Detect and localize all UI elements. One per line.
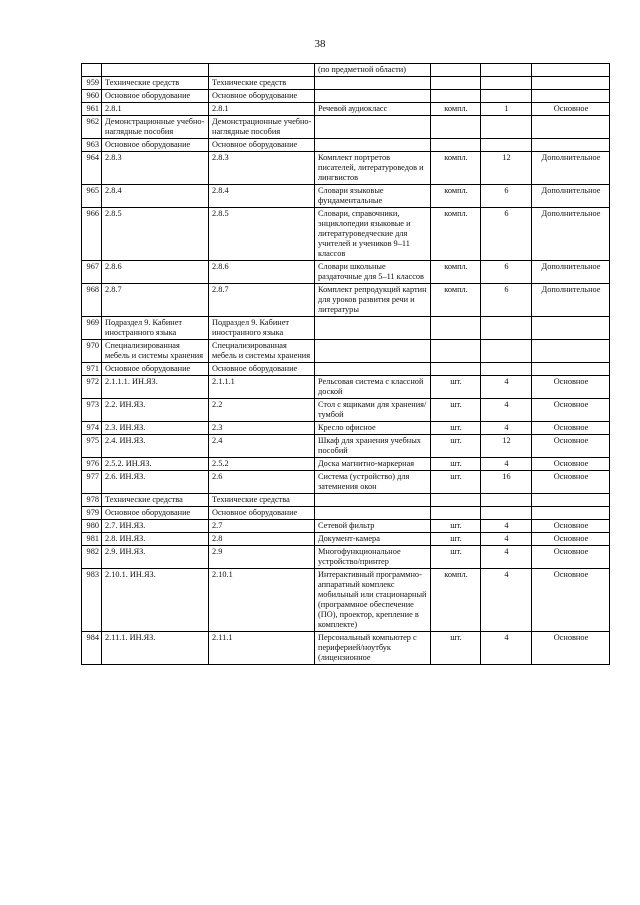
type-cell: Основное: [532, 632, 610, 665]
type-cell: [532, 340, 610, 363]
code-cell: 2.8.4: [209, 185, 315, 208]
row-number-cell: 961: [82, 103, 102, 116]
quantity-cell: [481, 77, 532, 90]
table-row: [82, 261, 610, 284]
row-number-cell: 965: [82, 185, 102, 208]
quantity-cell: [481, 507, 532, 520]
item-name-cell: Кресло офисное: [315, 422, 431, 435]
code-cell: Технические средств: [209, 77, 315, 90]
code-cell: Технические средства: [209, 494, 315, 507]
quantity-cell: 4: [481, 458, 532, 471]
item-code-cell: Специализированная мебель и системы хранения: [102, 340, 209, 363]
row-number-cell: 976: [82, 458, 102, 471]
row-number-cell: 983: [82, 569, 102, 632]
unit-cell: компл.: [431, 185, 481, 208]
quantity-cell: 4: [481, 569, 532, 632]
quantity-cell: [481, 139, 532, 152]
item-code-cell: 2.5.2. ИН.ЯЗ.: [102, 458, 209, 471]
unit-cell: шт.: [431, 520, 481, 533]
type-cell: Основное: [532, 520, 610, 533]
code-cell: 2.6: [209, 471, 315, 494]
table-cell: [431, 64, 481, 77]
type-cell: Дополнительное: [532, 185, 610, 208]
item-name-cell: Комплект репродукций картин для уроков развития речи и литературы: [315, 284, 431, 317]
table-row: [82, 520, 610, 533]
item-code-cell: 2.2. ИН.ЯЗ.: [102, 399, 209, 422]
quantity-cell: 4: [481, 546, 532, 569]
unit-cell: компл.: [431, 208, 481, 261]
item-name-cell: Словари языковые фундаментальные: [315, 185, 431, 208]
row-number-cell: 984: [82, 632, 102, 665]
row-number-cell: 968: [82, 284, 102, 317]
code-cell: Основное оборудование: [209, 507, 315, 520]
page-number: 38: [314, 38, 326, 50]
type-cell: [532, 116, 610, 139]
type-cell: Основное: [532, 435, 610, 458]
type-cell: Основное: [532, 569, 610, 632]
row-number-cell: 966: [82, 208, 102, 261]
item-code-cell: 2.8. ИН.ЯЗ.: [102, 533, 209, 546]
type-cell: Дополнительное: [532, 152, 610, 185]
type-cell: Основное: [532, 471, 610, 494]
code-cell: 2.1.1.1: [209, 376, 315, 399]
code-cell: 2.4: [209, 435, 315, 458]
code-cell: Основное оборудование: [209, 139, 315, 152]
type-cell: Основное: [532, 422, 610, 435]
code-cell: 2.5.2: [209, 458, 315, 471]
quantity-cell: [481, 90, 532, 103]
row-number-cell: 975: [82, 435, 102, 458]
item-name-cell: Интерактивный программно-аппаратный комплекс мобильный или стационарный (программное обеспечение (ПО), проектор, крепление в комплекте): [315, 569, 431, 632]
item-name-cell: [315, 363, 431, 376]
row-number-cell: 969: [82, 317, 102, 340]
item-code-cell: 2.3. ИН.ЯЗ.: [102, 422, 209, 435]
quantity-cell: 1: [481, 103, 532, 116]
item-code-cell: 2.8.4: [102, 185, 209, 208]
quantity-cell: 6: [481, 261, 532, 284]
table-row: [82, 284, 610, 317]
code-cell: 2.8.7: [209, 284, 315, 317]
code-cell: 2.8.3: [209, 152, 315, 185]
table-row: [82, 507, 610, 520]
unit-cell: шт.: [431, 458, 481, 471]
unit-cell: [431, 340, 481, 363]
table-cell: [209, 64, 315, 77]
quantity-cell: 4: [481, 632, 532, 665]
table-row: [82, 363, 610, 376]
row-number-cell: 971: [82, 363, 102, 376]
item-name-cell: Персональный компьютер с периферией/ноутбук (лицензионное: [315, 632, 431, 665]
unit-cell: [431, 317, 481, 340]
item-name-cell: Речевой аудиокласс: [315, 103, 431, 116]
row-number-cell: 967: [82, 261, 102, 284]
type-cell: Основное: [532, 376, 610, 399]
type-cell: [532, 317, 610, 340]
type-cell: [532, 139, 610, 152]
quantity-cell: [481, 116, 532, 139]
table-row: [82, 90, 610, 103]
type-cell: Дополнительное: [532, 284, 610, 317]
table-row: [82, 340, 610, 363]
row-number-cell: 962: [82, 116, 102, 139]
code-cell: Специализированная мебель и системы хранения: [209, 340, 315, 363]
unit-cell: [431, 90, 481, 103]
row-number-cell: 974: [82, 422, 102, 435]
table-row: [82, 399, 610, 422]
table-row: [82, 422, 610, 435]
table-row: [82, 116, 610, 139]
item-code-cell: 2.9. ИН.ЯЗ.: [102, 546, 209, 569]
unit-cell: компл.: [431, 284, 481, 317]
unit-cell: шт.: [431, 471, 481, 494]
row-number-cell: 982: [82, 546, 102, 569]
item-name-cell: [315, 317, 431, 340]
code-cell: 2.10.1: [209, 569, 315, 632]
table-cell: (по предметной области): [315, 64, 431, 77]
code-cell: 2.3: [209, 422, 315, 435]
code-cell: 2.8.6: [209, 261, 315, 284]
code-cell: Основное оборудование: [209, 90, 315, 103]
table-row: [82, 458, 610, 471]
quantity-cell: 4: [481, 376, 532, 399]
quantity-cell: 6: [481, 208, 532, 261]
table-row: [82, 317, 610, 340]
row-number-cell: 980: [82, 520, 102, 533]
item-name-cell: [315, 77, 431, 90]
code-cell: 2.2: [209, 399, 315, 422]
item-code-cell: Технические средств: [102, 77, 209, 90]
table-row: [82, 569, 610, 632]
item-name-cell: Сетевой фильтр: [315, 520, 431, 533]
table-row: [82, 103, 610, 116]
item-code-cell: Основное оборудование: [102, 90, 209, 103]
item-name-cell: Документ-камера: [315, 533, 431, 546]
quantity-cell: [481, 494, 532, 507]
quantity-cell: 6: [481, 284, 532, 317]
unit-cell: [431, 494, 481, 507]
item-name-cell: Система (устройство) для затемнения окон: [315, 471, 431, 494]
row-number-cell: 972: [82, 376, 102, 399]
row-number-cell: 977: [82, 471, 102, 494]
quantity-cell: [481, 363, 532, 376]
unit-cell: шт.: [431, 546, 481, 569]
table-row: [82, 435, 610, 458]
type-cell: [532, 507, 610, 520]
table-row: [82, 376, 610, 399]
code-cell: Основное оборудование: [209, 363, 315, 376]
item-name-cell: Словари школьные раздаточные для 5–11 классов: [315, 261, 431, 284]
table-cell: [481, 64, 532, 77]
code-cell: 2.7: [209, 520, 315, 533]
table-row: [82, 152, 610, 185]
table-row: [82, 471, 610, 494]
quantity-cell: 4: [481, 399, 532, 422]
quantity-cell: 16: [481, 471, 532, 494]
row-number-cell: 978: [82, 494, 102, 507]
type-cell: [532, 90, 610, 103]
quantity-cell: 6: [481, 185, 532, 208]
row-number-cell: 981: [82, 533, 102, 546]
type-cell: Основное: [532, 546, 610, 569]
type-cell: Основное: [532, 533, 610, 546]
unit-cell: компл.: [431, 152, 481, 185]
table-row: [82, 494, 610, 507]
row-number-cell: 973: [82, 399, 102, 422]
table-row: [82, 77, 610, 90]
table-cell: [102, 64, 209, 77]
unit-cell: [431, 116, 481, 139]
code-cell: 2.11.1: [209, 632, 315, 665]
table-row: [82, 185, 610, 208]
item-code-cell: Технические средства: [102, 494, 209, 507]
table-header-row: [82, 64, 610, 77]
item-code-cell: 2.4. ИН.ЯЗ.: [102, 435, 209, 458]
type-cell: Основное: [532, 399, 610, 422]
item-name-cell: Многофункциональное устройство/принтер: [315, 546, 431, 569]
unit-cell: шт.: [431, 632, 481, 665]
item-code-cell: Основное оборудование: [102, 363, 209, 376]
item-name-cell: Рельсовая система с классной доской: [315, 376, 431, 399]
item-code-cell: 2.11.1. ИН.ЯЗ.: [102, 632, 209, 665]
item-name-cell: Комплект портретов писателей, литературоведов и лингвистов: [315, 152, 431, 185]
quantity-cell: 12: [481, 152, 532, 185]
code-cell: 2.8: [209, 533, 315, 546]
unit-cell: [431, 507, 481, 520]
unit-cell: шт.: [431, 399, 481, 422]
quantity-cell: 4: [481, 533, 532, 546]
type-cell: [532, 77, 610, 90]
item-code-cell: 2.1.1.1. ИН.ЯЗ.: [102, 376, 209, 399]
code-cell: Демонстрационные учебно-наглядные пособия: [209, 116, 315, 139]
table-cell: [82, 64, 102, 77]
item-code-cell: Демонстрационные учебно-наглядные пособия: [102, 116, 209, 139]
code-cell: Подраздел 9. Кабинет иностранного языка: [209, 317, 315, 340]
item-name-cell: Стол с ящиками для хранения/тумбой: [315, 399, 431, 422]
item-code-cell: 2.10.1. ИН.ЯЗ.: [102, 569, 209, 632]
code-cell: 2.8.1: [209, 103, 315, 116]
table-cell: [532, 64, 610, 77]
item-code-cell: 2.8.3: [102, 152, 209, 185]
row-number-cell: 960: [82, 90, 102, 103]
item-name-cell: [315, 507, 431, 520]
type-cell: Дополнительное: [532, 208, 610, 261]
row-number-cell: 963: [82, 139, 102, 152]
row-number-cell: 979: [82, 507, 102, 520]
quantity-cell: [481, 317, 532, 340]
unit-cell: компл.: [431, 103, 481, 116]
unit-cell: [431, 139, 481, 152]
item-name-cell: Словари, справочники, энциклопедии языковые и литературоведческие для учителей и учеников 9–11 классов: [315, 208, 431, 261]
type-cell: [532, 363, 610, 376]
unit-cell: шт.: [431, 435, 481, 458]
item-code-cell: 2.8.6: [102, 261, 209, 284]
type-cell: Дополнительное: [532, 261, 610, 284]
unit-cell: [431, 77, 481, 90]
item-code-cell: 2.7. ИН.ЯЗ.: [102, 520, 209, 533]
equipment-table: [81, 63, 610, 665]
table-row: [82, 139, 610, 152]
unit-cell: шт.: [431, 376, 481, 399]
item-code-cell: Основное оборудование: [102, 507, 209, 520]
item-code-cell: Подраздел 9. Кабинет иностранного языка: [102, 317, 209, 340]
item-code-cell: 2.8.7: [102, 284, 209, 317]
table-row: [82, 546, 610, 569]
quantity-cell: [481, 340, 532, 363]
item-code-cell: Основное оборудование: [102, 139, 209, 152]
table-row: [82, 533, 610, 546]
item-name-cell: Доска магнитно-маркерная: [315, 458, 431, 471]
unit-cell: [431, 363, 481, 376]
row-number-cell: 964: [82, 152, 102, 185]
row-number-cell: 959: [82, 77, 102, 90]
unit-cell: компл.: [431, 261, 481, 284]
type-cell: [532, 494, 610, 507]
item-code-cell: 2.6. ИН.ЯЗ.: [102, 471, 209, 494]
unit-cell: шт.: [431, 422, 481, 435]
quantity-cell: 4: [481, 520, 532, 533]
type-cell: Основное: [532, 458, 610, 471]
item-name-cell: [315, 139, 431, 152]
code-cell: 2.9: [209, 546, 315, 569]
row-number-cell: 970: [82, 340, 102, 363]
table-row: [82, 208, 610, 261]
unit-cell: компл.: [431, 569, 481, 632]
item-code-cell: 2.8.5: [102, 208, 209, 261]
item-code-cell: 2.8.1: [102, 103, 209, 116]
unit-cell: шт.: [431, 533, 481, 546]
code-cell: 2.8.5: [209, 208, 315, 261]
item-name-cell: Шкаф для хранения учебных пособий: [315, 435, 431, 458]
table-row: [82, 632, 610, 665]
item-name-cell: [315, 494, 431, 507]
quantity-cell: 12: [481, 435, 532, 458]
item-name-cell: [315, 116, 431, 139]
quantity-cell: 4: [481, 422, 532, 435]
item-name-cell: [315, 90, 431, 103]
type-cell: Основное: [532, 103, 610, 116]
item-name-cell: [315, 340, 431, 363]
